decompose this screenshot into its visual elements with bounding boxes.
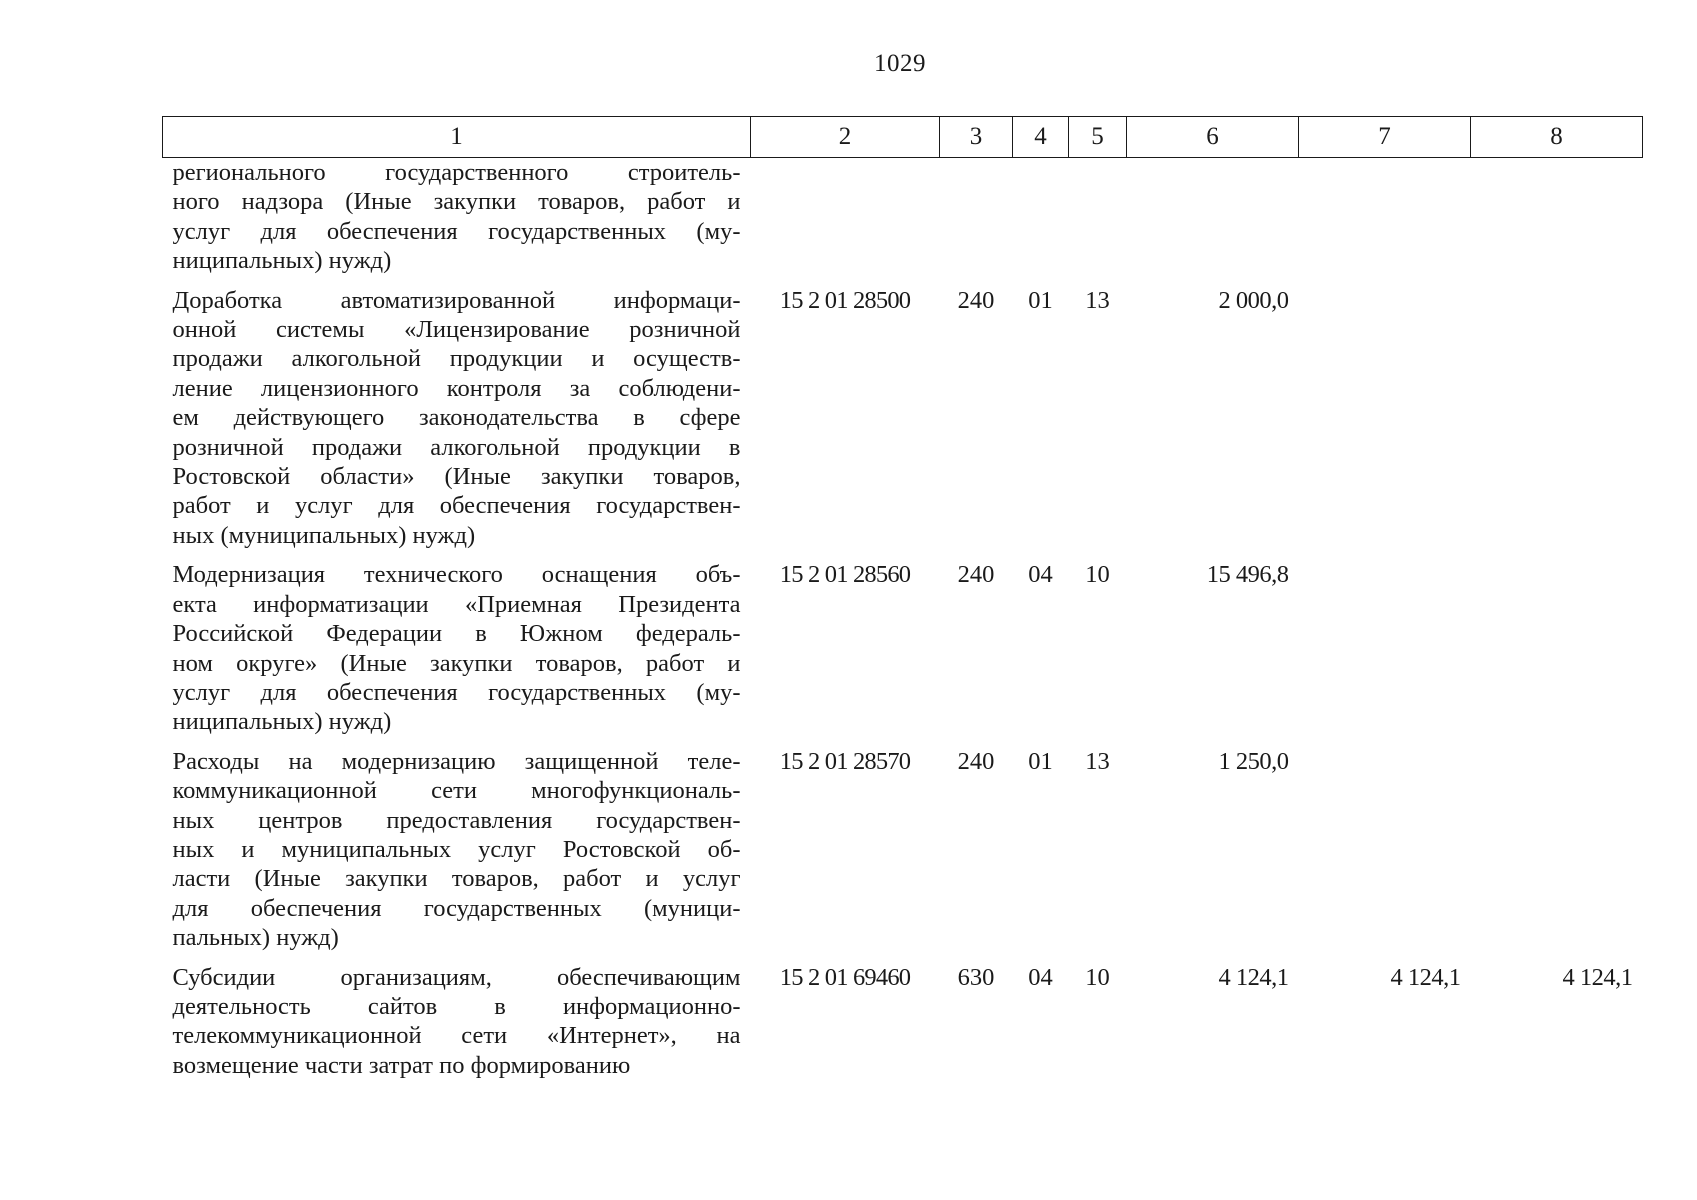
row-description: [163, 560, 751, 746]
amount-col-6: [1127, 158, 1299, 286]
description-line: розничной продажи алкогольной продукции в: [172, 433, 741, 461]
description-line: ниципальных) нужд): [172, 247, 392, 275]
section-code: [1013, 158, 1069, 286]
amount-col-8: [1471, 158, 1643, 286]
amount-col-7: [1299, 560, 1471, 746]
description-line: пальных) нужд): [172, 924, 339, 952]
subsection-code: [1069, 158, 1127, 286]
amount-col-6: 1 250,0: [1218, 747, 1289, 775]
header-col-5: 5: [1069, 117, 1127, 158]
description-line: работ и услуг для обеспечения государствен-: [172, 492, 741, 520]
table-row: [163, 158, 1643, 286]
description-line: ных (муниципальных) нужд): [172, 521, 476, 549]
header-row: [163, 117, 1643, 158]
amount-col-6: 15 496,8: [1206, 561, 1289, 589]
target-article-code: 15 2 01 28560: [779, 561, 911, 589]
description-line: возмещение части затрат по формированию: [172, 1051, 631, 1079]
description-line: ного надзора (Иные закупки товаров, работ и: [172, 188, 741, 216]
description-line: регионального государственного строитель-: [172, 159, 741, 186]
row-description: [163, 158, 751, 286]
budget-table-container: [162, 116, 1642, 1090]
header-col-4: 4: [1013, 117, 1069, 158]
budget-table: [162, 116, 1643, 1090]
description-line: услуг для обеспечения государственных (му-: [172, 217, 741, 245]
amount-col-8: [1471, 286, 1643, 561]
row-description: [163, 286, 751, 561]
header-col-8: 8: [1471, 117, 1643, 158]
header-col-3: 3: [940, 117, 1013, 158]
description-line: деятельность сайтов в информационно-: [172, 992, 741, 1020]
description-line: продажи алкогольной продукции и осуществ-: [172, 345, 741, 373]
description-line: ласти (Иные закупки товаров, работ и услуг: [172, 865, 741, 893]
expense-type-code: 240: [957, 747, 995, 775]
amount-col-8: 4 124,1: [1562, 963, 1633, 991]
page-number: 1029: [874, 50, 926, 77]
header-col-1: 1: [163, 117, 751, 158]
description-line: ных и муниципальных услуг Ростовской об-: [172, 835, 741, 863]
amount-col-7: [1299, 158, 1471, 286]
description-line: ном округе» (Иные закупки товаров, работ и: [172, 649, 741, 677]
description-line: Ростовской области» (Иные закупки товаров,: [172, 463, 741, 491]
target-article-code: [751, 158, 940, 286]
amount-col-7: 4 124,1: [1390, 963, 1461, 991]
description-line: онной системы «Лицензирование розничной: [172, 316, 741, 344]
expense-type-code: 240: [957, 286, 995, 314]
expense-type-code: 240: [957, 561, 995, 589]
amount-col-6: 2 000,0: [1218, 286, 1289, 314]
description-line: екта информатизации «Приемная Президента: [172, 590, 741, 618]
header-col-2: 2: [751, 117, 940, 158]
row-description: [163, 747, 751, 963]
table-row: [163, 963, 1643, 1091]
table-row: [163, 747, 1643, 963]
section-code: 04: [1028, 963, 1053, 991]
description-line: Доработка автоматизированной информаци-: [172, 286, 741, 314]
target-article-code: 15 2 01 69460: [779, 963, 911, 991]
description-line: Расходы на модернизацию защищенной теле-: [172, 747, 741, 775]
target-article-code: 15 2 01 28570: [779, 747, 911, 775]
target-article-code: 15 2 01 28500: [779, 286, 911, 314]
subsection-code: 13: [1085, 747, 1110, 775]
description-line: ниципальных) нужд): [172, 708, 392, 736]
amount-col-6: 4 124,1: [1218, 963, 1289, 991]
header-col-7: 7: [1299, 117, 1471, 158]
subsection-code: 10: [1085, 561, 1110, 589]
amount-col-8: [1471, 560, 1643, 746]
subsection-code: 13: [1085, 286, 1110, 314]
row-description: [163, 963, 751, 1091]
section-code: 01: [1028, 747, 1053, 775]
amount-col-7: [1299, 747, 1471, 963]
expense-type-code: [940, 158, 1013, 286]
description-line: коммуникационной сети многофункциональ-: [172, 777, 741, 805]
table-row: [163, 286, 1643, 561]
description-line: ных центров предоставления государствен-: [172, 806, 741, 834]
description-line: ление лицензионного контроля за соблюдени-: [172, 374, 741, 402]
table-header: [163, 117, 1643, 158]
amount-col-7: [1299, 286, 1471, 561]
description-line: для обеспечения государственных (муници-: [172, 894, 741, 922]
table-body: [163, 158, 1643, 1091]
description-line: Российской Федерации в Южном федераль-: [172, 620, 741, 648]
description-line: ем действующего законодательства в сфере: [172, 404, 741, 432]
section-code: 01: [1028, 286, 1053, 314]
header-col-6: 6: [1127, 117, 1299, 158]
subsection-code: 10: [1085, 963, 1110, 991]
description-line: услуг для обеспечения государственных (му-: [172, 678, 741, 706]
description-line: телекоммуникационной сети «Интернет», на: [172, 1022, 741, 1050]
description-line: Субсидии организациям, обеспечивающим: [172, 963, 741, 991]
section-code: 04: [1028, 561, 1053, 589]
expense-type-code: 630: [957, 963, 995, 991]
description-line: Модернизация технического оснащения объ-: [172, 561, 741, 589]
table-row: [163, 560, 1643, 746]
amount-col-8: [1471, 747, 1643, 963]
